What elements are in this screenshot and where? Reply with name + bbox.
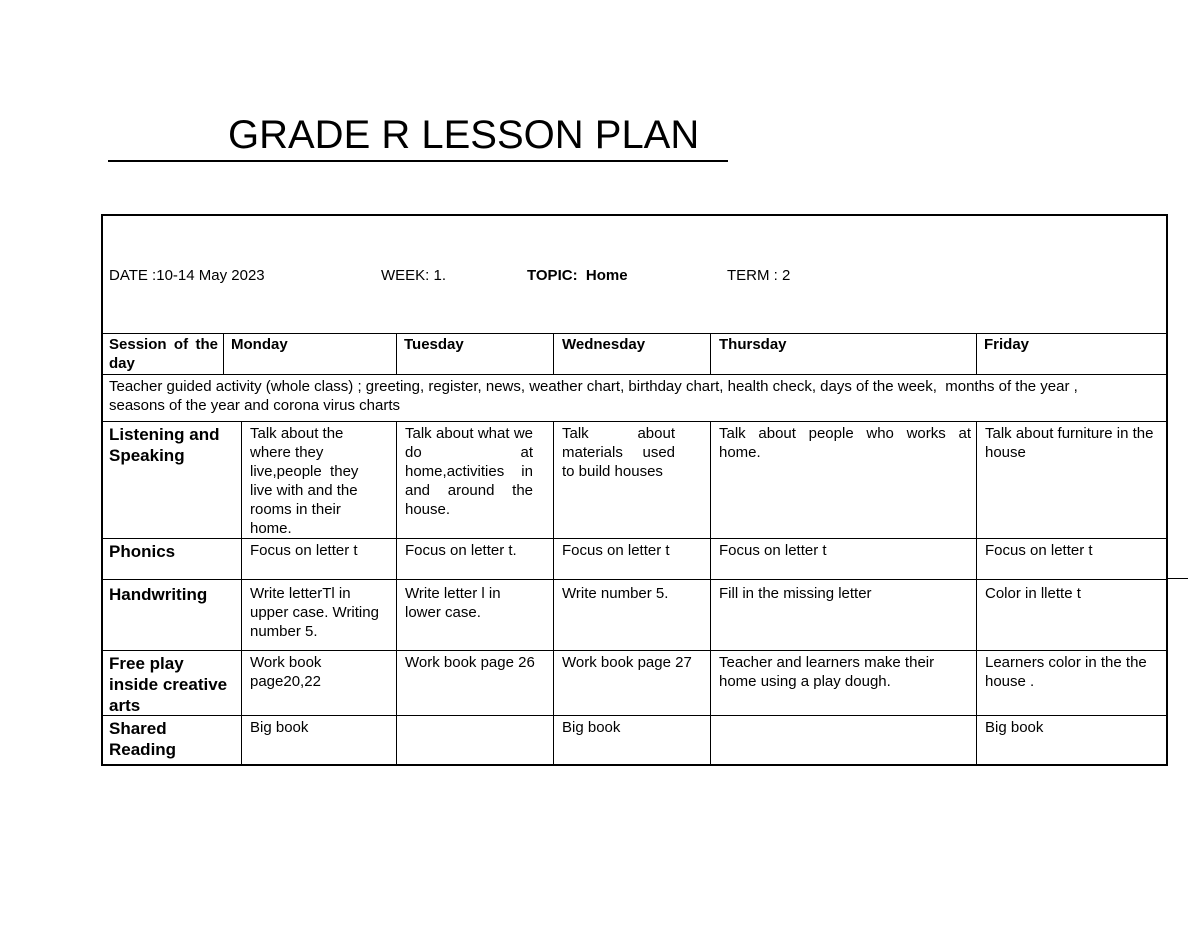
- page-title: GRADE R LESSON PLAN: [228, 113, 700, 157]
- row-divider: [101, 421, 1168, 422]
- row-divider: [101, 579, 1168, 580]
- row-divider: [101, 333, 1168, 334]
- cell-handwriting-wednesday: Write number 5.: [562, 585, 669, 602]
- cell-phonics-friday: Focus on letter t: [985, 542, 1093, 559]
- column-divider: [976, 333, 977, 374]
- cell-phonics-tuesday: Focus on letter t.: [405, 542, 517, 559]
- title-underline: [108, 112, 728, 162]
- column-header-wednesday: Wednesday: [562, 336, 646, 353]
- column-header-monday: Monday: [231, 336, 288, 353]
- row-divider: [101, 374, 1168, 375]
- cell-listening-wednesday: Talk about materials used to build houses: [562, 425, 675, 480]
- cell-reading-friday: Big book: [985, 719, 1044, 736]
- row-divider: [101, 715, 1168, 716]
- column-divider: [710, 421, 711, 766]
- cell-phonics-thursday: Focus on letter t: [719, 542, 827, 559]
- column-divider: [396, 333, 397, 374]
- stray-rule: [1168, 578, 1188, 579]
- cell-freeplay-monday: Work book page20,22: [250, 654, 322, 690]
- cell-reading-wednesday: Big book: [562, 719, 621, 736]
- row-label-listening-speaking: Listening and Speaking: [109, 425, 220, 465]
- row-divider: [101, 538, 1168, 539]
- cell-listening-thursday: Talk about people who works at home.: [719, 425, 971, 461]
- cell-handwriting-thursday: Fill in the missing letter: [719, 585, 872, 602]
- date-field: DATE :10-14 May 2023: [109, 267, 265, 284]
- cell-listening-monday: Talk about the where they live,people they live with and the rooms in their home.: [250, 425, 363, 537]
- column-divider: [976, 421, 977, 766]
- column-divider: [223, 333, 224, 374]
- column-divider: [396, 421, 397, 766]
- column-header-friday: Friday: [984, 336, 1030, 353]
- cell-freeplay-thursday: Teacher and learners make their home using a play dough.: [719, 654, 935, 690]
- row-label-free-play: Free play inside creative arts: [109, 654, 228, 715]
- column-divider: [553, 421, 554, 766]
- cell-handwriting-tuesday: Write letter l in lower case.: [405, 585, 501, 621]
- cell-reading-monday: Big book: [250, 719, 309, 736]
- cell-handwriting-monday: Write letterTl in upper case. Writing number 5.: [250, 585, 379, 640]
- column-divider: [710, 333, 711, 374]
- row-label-shared-reading: Shared Reading: [109, 719, 177, 759]
- term-field: TERM : 2: [727, 267, 791, 284]
- teacher-guided-activity: Teacher guided activity (whole class) ; greeting, register, news, weather chart, birthday chart, health check, days of the week, months of the year , seasons of the year and corona virus charts: [109, 378, 1082, 414]
- column-header-thursday: Thursday: [719, 336, 787, 353]
- cell-phonics-wednesday: Focus on letter t: [562, 542, 670, 559]
- column-header-tuesday: Tuesday: [404, 336, 464, 353]
- cell-listening-friday: Talk about furniture in the house: [985, 425, 1154, 461]
- column-header-session: Session of the day: [109, 336, 218, 372]
- cell-freeplay-friday: Learners color in the the house .: [985, 654, 1147, 690]
- column-divider: [553, 333, 554, 374]
- row-label-phonics: Phonics: [109, 542, 176, 561]
- cell-freeplay-tuesday: Work book page 26: [405, 654, 535, 671]
- topic-field: TOPIC: Home: [527, 267, 628, 284]
- cell-listening-tuesday: Talk about what we do at home,activities in and around the house.: [405, 425, 533, 518]
- cell-phonics-monday: Focus on letter t: [250, 542, 358, 559]
- cell-handwriting-friday: Color in llette t: [985, 585, 1081, 602]
- column-divider: [241, 421, 242, 766]
- cell-freeplay-wednesday: Work book page 27: [562, 654, 692, 671]
- row-label-handwriting: Handwriting: [109, 585, 208, 604]
- week-field: WEEK: 1.: [381, 267, 447, 284]
- row-divider: [101, 650, 1168, 651]
